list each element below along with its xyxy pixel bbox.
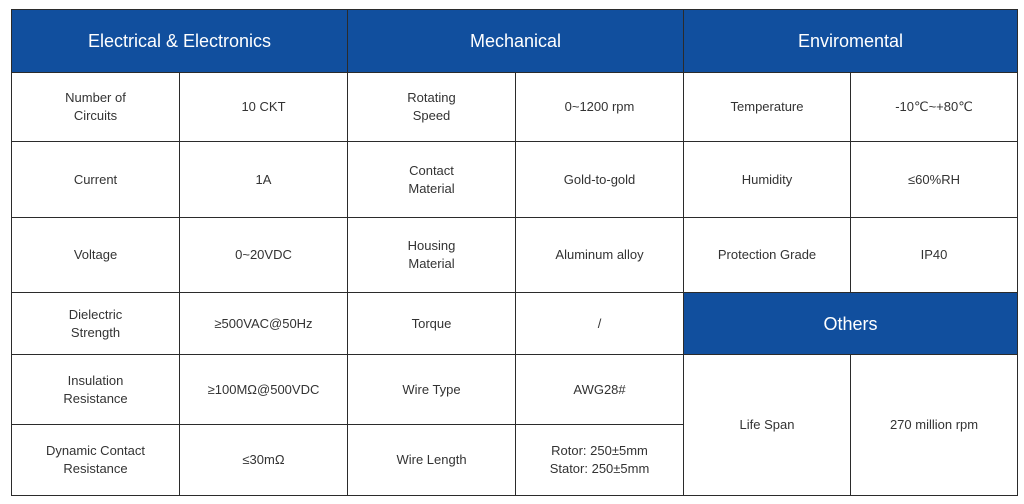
mechanical-header: Mechanical — [348, 10, 684, 73]
environmental-header: Enviromental — [684, 10, 1018, 73]
electrical-label-voltage: Voltage — [12, 218, 180, 293]
table-row — [12, 218, 1018, 293]
environmental-label-temperature: Temperature — [684, 73, 851, 142]
header-row — [12, 10, 1018, 73]
electrical-value-voltage: 0~20VDC — [180, 218, 348, 293]
table-row — [12, 73, 1018, 142]
table-row — [12, 142, 1018, 218]
table-row — [12, 293, 1018, 355]
others-label-life-span: Life Span — [684, 355, 851, 496]
mechanical-value-rotating-speed: 0~1200 rpm — [516, 73, 684, 142]
electrical-value-insulation-resistance: ≥100MΩ@500VDC — [180, 355, 348, 425]
electrical-label-dielectric-strength: Dielectric Strength — [12, 293, 180, 355]
table-row — [12, 355, 1018, 425]
specification-table — [11, 9, 1018, 496]
electrical-value-current: 1A — [180, 142, 348, 218]
mechanical-label-housing-material: Housing Material — [348, 218, 516, 293]
electrical-header: Electrical & Electronics — [12, 10, 348, 73]
others-value-life-span: 270 million rpm — [851, 355, 1018, 496]
electrical-label-circuits: Number of Circuits — [12, 73, 180, 142]
environmental-value-protection-grade: IP40 — [851, 218, 1018, 293]
mechanical-value-wire-length: Rotor: 250±5mm Stator: 250±5mm — [516, 425, 684, 496]
mechanical-value-contact-material: Gold-to-gold — [516, 142, 684, 218]
others-header: Others — [684, 293, 1018, 355]
mechanical-label-torque: Torque — [348, 293, 516, 355]
mechanical-label-rotating-speed: Rotating Speed — [348, 73, 516, 142]
environmental-value-temperature: -10℃~+80℃ — [851, 73, 1018, 142]
electrical-value-circuits: 10 CKT — [180, 73, 348, 142]
electrical-value-dynamic-contact-resistance: ≤30mΩ — [180, 425, 348, 496]
mechanical-value-wire-type: AWG28# — [516, 355, 684, 425]
electrical-label-current: Current — [12, 142, 180, 218]
electrical-value-dielectric-strength: ≥500VAC@50Hz — [180, 293, 348, 355]
mechanical-label-contact-material: Contact Material — [348, 142, 516, 218]
mechanical-value-housing-material: Aluminum alloy — [516, 218, 684, 293]
electrical-label-insulation-resistance: Insulation Resistance — [12, 355, 180, 425]
environmental-value-humidity: ≤60%RH — [851, 142, 1018, 218]
environmental-label-protection-grade: Protection Grade — [684, 218, 851, 293]
electrical-label-dynamic-contact-resistance: Dynamic Contact Resistance — [12, 425, 180, 496]
mechanical-label-wire-type: Wire Type — [348, 355, 516, 425]
mechanical-value-torque: / — [516, 293, 684, 355]
mechanical-label-wire-length: Wire Length — [348, 425, 516, 496]
environmental-label-humidity: Humidity — [684, 142, 851, 218]
